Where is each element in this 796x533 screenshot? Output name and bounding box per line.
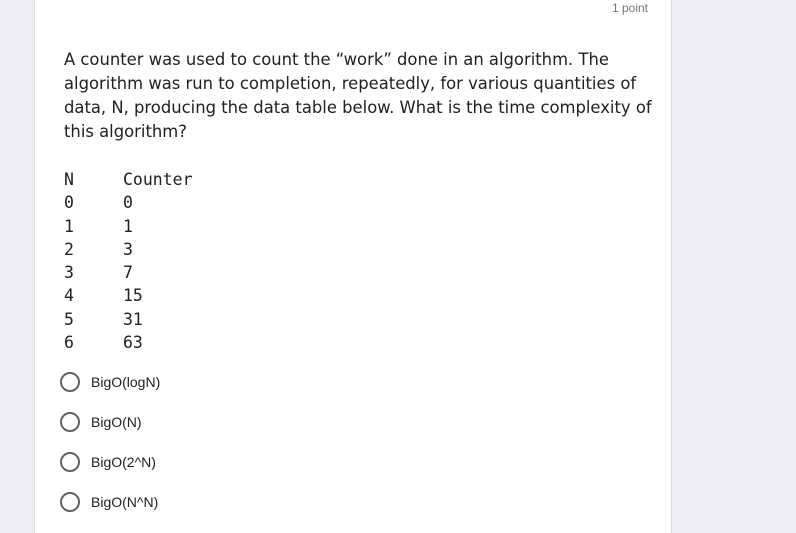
option-label: BigO(2^N) <box>91 454 156 470</box>
radio-button[interactable] <box>60 412 80 432</box>
table-cell-n: 3 <box>64 263 74 283</box>
table-cell-counter: 7 <box>123 263 133 283</box>
table-header-counter: Counter <box>123 170 193 189</box>
radio-button[interactable] <box>60 372 80 392</box>
table-cell-n: 4 <box>64 286 74 306</box>
table-cell-n: 0 <box>64 193 74 213</box>
table-header-n: N <box>64 170 74 189</box>
table-cell-n: 6 <box>64 333 74 353</box>
option-bigo-n[interactable] <box>59 402 160 442</box>
option-label: BigO(logN) <box>91 374 161 390</box>
table-cell-counter: 3 <box>123 239 133 259</box>
answer-options <box>59 362 160 522</box>
radio-button[interactable] <box>60 452 80 472</box>
option-bigo-logn[interactable] <box>59 362 160 402</box>
table-cell-n: 5 <box>64 309 74 329</box>
points-label: 1 point <box>611 1 648 15</box>
table-cell-n: 1 <box>64 216 74 236</box>
radio-button[interactable] <box>60 492 80 512</box>
option-bigo-2-pow-n[interactable] <box>59 442 160 482</box>
question-text: A counter was used to count the “work” done in an algorithm. The algorithm was run to completion, repeatedly, for various quantities of data, N, producing the data table below. What is the time complexity of this algorithm? <box>64 50 652 141</box>
question-card <box>34 0 672 533</box>
table-cell-counter: 15 <box>123 286 143 306</box>
table-cell-n: 2 <box>64 239 74 259</box>
table-cell-counter: 63 <box>123 333 143 353</box>
table-cell-counter: 31 <box>123 309 143 329</box>
option-bigo-n-pow-n[interactable] <box>59 482 160 522</box>
option-label: BigO(N^N) <box>91 494 159 510</box>
table-cell-counter: 0 <box>123 193 133 213</box>
option-label: BigO(N) <box>91 414 142 430</box>
table-cell-counter: 1 <box>123 216 133 236</box>
